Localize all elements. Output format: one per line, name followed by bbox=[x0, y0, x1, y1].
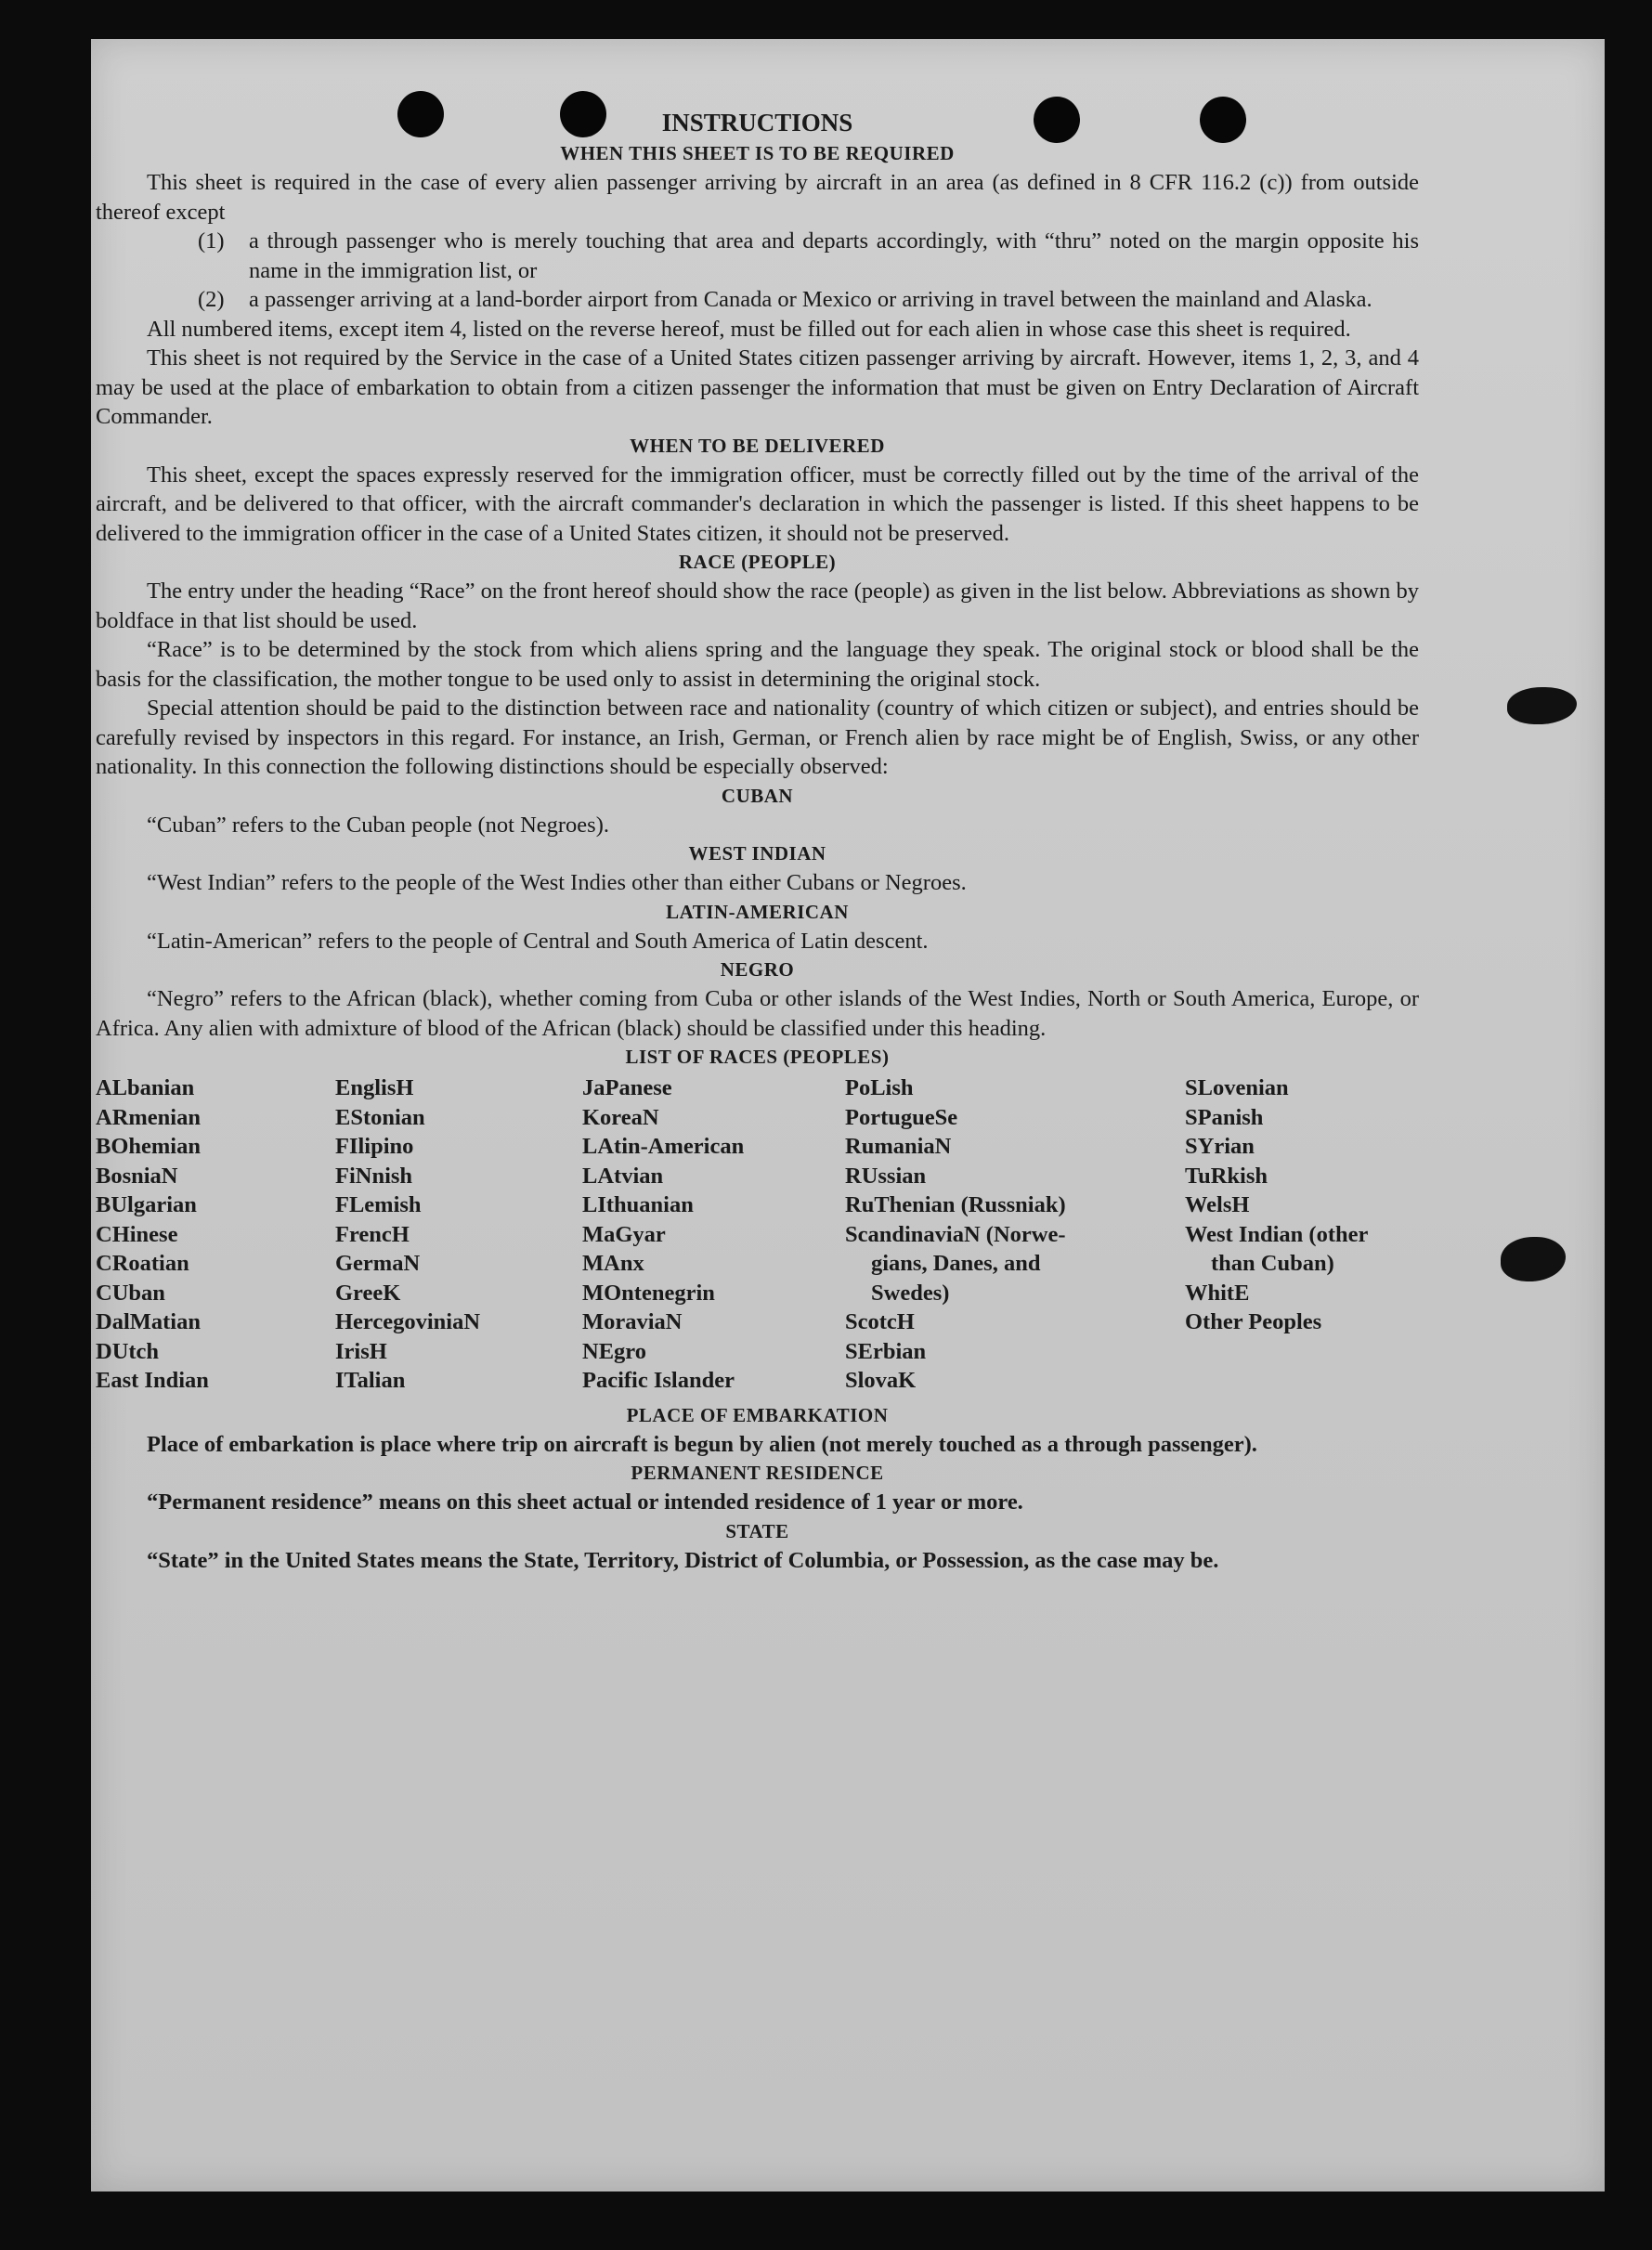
paragraph: Special attention should be paid to the distinction between race and nationality (country of which citizen or subject), and entries should be carefully revised by inspectors in this regard. For instance, an Irish, German, or French alien by race might be of English, Swiss, or any other nationality. In this connection the following distinctions should be especially observed: bbox=[96, 696, 1419, 779]
race-item: than Cuban) bbox=[1211, 1251, 1334, 1276]
race-item: KoreaN bbox=[582, 1104, 659, 1130]
race-item: EStonian bbox=[335, 1104, 425, 1130]
item-number: (1) bbox=[198, 228, 225, 254]
race-item: RUssian bbox=[845, 1163, 927, 1189]
item-text: a passenger arriving at a land-border airport from Canada or Mexico or arriving in travel between the mainland and Alaska. bbox=[249, 287, 1372, 312]
race-item: TuRkish bbox=[1185, 1163, 1268, 1189]
list-item bbox=[96, 285, 1419, 315]
paragraph: All numbered items, except item 4, listed on the reverse hereof, must be filled out for each alien in whose case this sheet is required. bbox=[147, 316, 1351, 342]
race-item: LIthuanian bbox=[582, 1192, 694, 1217]
race-item: FIlipino bbox=[335, 1134, 414, 1159]
race-item: DalMatian bbox=[96, 1309, 201, 1334]
race-item: WelsH bbox=[1185, 1192, 1250, 1217]
paragraph: “Permanent residence” means on this sheet actual or intended residence of 1 year or more. bbox=[147, 1489, 1023, 1515]
race-item: SYrian bbox=[1185, 1134, 1255, 1159]
page-title: INSTRUCTIONS bbox=[661, 109, 853, 137]
race-item: EnglisH bbox=[335, 1075, 414, 1100]
race-item: Swedes) bbox=[871, 1280, 950, 1306]
section-heading: LATIN-AMERICAN bbox=[666, 900, 849, 923]
race-item: IrisH bbox=[335, 1338, 387, 1364]
race-item: gians, Danes, and bbox=[871, 1251, 1041, 1276]
paragraph: This sheet is not required by the Service in the case of a United States citizen passenger arriving by aircraft. However, items 1, 2, 3, and 4 may be used at the place of embarkation to obtain from a citizen passenger the information that must be given on Entry Declaration of Aircraft Commander. bbox=[96, 345, 1419, 429]
race-item: PoLish bbox=[845, 1075, 914, 1100]
race-item: BUlgarian bbox=[96, 1192, 197, 1217]
race-item: FiNnish bbox=[335, 1163, 413, 1189]
section-heading: PERMANENT RESIDENCE bbox=[631, 1462, 884, 1484]
race-item: LAtvian bbox=[582, 1163, 664, 1189]
race-item: ARmenian bbox=[96, 1104, 201, 1130]
race-item: West Indian (other bbox=[1185, 1221, 1369, 1247]
paragraph: The entry under the heading “Race” on the front hereof should show the race (people) as given in the list below. Abbreviations as shown by boldface in that list should be used. bbox=[96, 579, 1419, 633]
race-column bbox=[96, 1073, 335, 1396]
race-item: SErbian bbox=[845, 1338, 927, 1364]
race-item: FLemish bbox=[335, 1192, 422, 1217]
paragraph: “Race” is to be determined by the stock from which aliens spring and the language they speak. The original stock or blood shall be the basis for the classification, the mother tongue to be used only to assist in determining the original stock. bbox=[96, 637, 1419, 692]
race-item: HercegoviniaN bbox=[335, 1309, 481, 1334]
race-item: DUtch bbox=[96, 1338, 160, 1364]
race-item: FrencH bbox=[335, 1221, 410, 1247]
item-number: (2) bbox=[198, 287, 225, 312]
paragraph: “Negro” refers to the African (black), whether coming from Cuba or other islands of the West Indies, North or South America, Europe, or Africa. Any alien with admixture of blood of the African (black) should be classified under this heading. bbox=[96, 986, 1419, 1041]
race-item: CUban bbox=[96, 1280, 165, 1306]
race-item: WhitE bbox=[1185, 1280, 1250, 1306]
race-item: CHinese bbox=[96, 1221, 178, 1247]
paragraph: Place of embarkation is place where trip on aircraft is begun by alien (not merely touched as a through passenger). bbox=[147, 1431, 1257, 1457]
race-item: MoraviaN bbox=[582, 1309, 683, 1334]
section-heading: WHEN TO BE DELIVERED bbox=[630, 434, 885, 457]
item-text: a through passenger who is merely touching that area and departs accordingly, with “thru” noted on the margin opposite his name in the immigration list, or bbox=[249, 228, 1419, 283]
section-heading: WHEN THIS SHEET IS TO BE REQUIRED bbox=[560, 142, 955, 164]
section-heading: RACE (PEOPLE) bbox=[678, 551, 837, 573]
race-item: SlovaK bbox=[845, 1368, 917, 1393]
section-heading: WEST INDIAN bbox=[688, 842, 826, 865]
race-item: MAnx bbox=[582, 1251, 644, 1276]
race-list bbox=[96, 1073, 1419, 1396]
race-item: Other Peoples bbox=[1185, 1309, 1322, 1334]
race-item: PortugueSe bbox=[845, 1104, 958, 1130]
instructions-text bbox=[96, 102, 1419, 1575]
race-item: MOntenegrin bbox=[582, 1280, 715, 1306]
race-column bbox=[335, 1073, 582, 1396]
paragraph: “West Indian” refers to the people of the West Indies other than either Cubans or Negroes. bbox=[147, 870, 967, 895]
paragraph: “Latin-American” refers to the people of Central and South America of Latin descent. bbox=[147, 928, 929, 954]
section-heading: PLACE OF EMBARKATION bbox=[626, 1403, 889, 1426]
race-item: CRoatian bbox=[96, 1251, 189, 1276]
race-item: GermaN bbox=[335, 1251, 421, 1276]
race-item: SPanish bbox=[1185, 1104, 1264, 1130]
paragraph: This sheet is required in the case of every alien passenger arriving by aircraft in an area (as defined in 8 CFR 116.2 (c)) from outside thereof except bbox=[96, 170, 1419, 225]
list-item bbox=[96, 227, 1419, 285]
race-item: MaGyar bbox=[582, 1221, 666, 1247]
race-item: ScotcH bbox=[845, 1309, 915, 1334]
race-item: Pacific Islander bbox=[582, 1368, 735, 1393]
section-heading: NEGRO bbox=[720, 958, 795, 981]
paragraph: “Cuban” refers to the Cuban people (not Negroes). bbox=[147, 812, 609, 838]
section-heading: STATE bbox=[725, 1519, 789, 1542]
race-item: RumaniaN bbox=[845, 1134, 952, 1159]
race-item: GreeK bbox=[335, 1280, 401, 1306]
race-item: East Indian bbox=[96, 1368, 209, 1393]
ink-blot bbox=[1507, 687, 1577, 724]
paragraph: “State” in the United States means the State, Territory, District of Columbia, or Possession, as the case may be. bbox=[147, 1547, 1219, 1573]
race-item: NEgro bbox=[582, 1338, 646, 1364]
race-column bbox=[1185, 1073, 1419, 1396]
race-item: RuThenian (Russniak) bbox=[845, 1192, 1066, 1217]
race-column bbox=[582, 1073, 845, 1396]
section-heading: LIST OF RACES (PEOPLES) bbox=[625, 1046, 890, 1068]
race-item: BOhemian bbox=[96, 1134, 201, 1159]
ink-blot bbox=[1501, 1237, 1566, 1281]
section-heading: CUBAN bbox=[721, 784, 794, 807]
race-item: LAtin-American bbox=[582, 1134, 745, 1159]
race-item: ALbanian bbox=[96, 1075, 195, 1100]
race-item: JaPanese bbox=[582, 1075, 672, 1100]
paragraph: This sheet, except the spaces expressly reserved for the immigration officer, must be correctly filled out by the time of the arrival of the aircraft, and be delivered to that officer, with the aircraft commander's declaration in which the passenger is listed. If this sheet happens to be delivered to the immigration officer in the case of a United States citizen, it should not be preserved. bbox=[96, 462, 1419, 546]
race-item: ScandinaviaN (Norwe- bbox=[845, 1221, 1066, 1247]
race-item: ITalian bbox=[335, 1368, 406, 1393]
race-item: SLovenian bbox=[1185, 1075, 1289, 1100]
race-column bbox=[845, 1073, 1185, 1396]
race-item: BosniaN bbox=[96, 1163, 178, 1189]
